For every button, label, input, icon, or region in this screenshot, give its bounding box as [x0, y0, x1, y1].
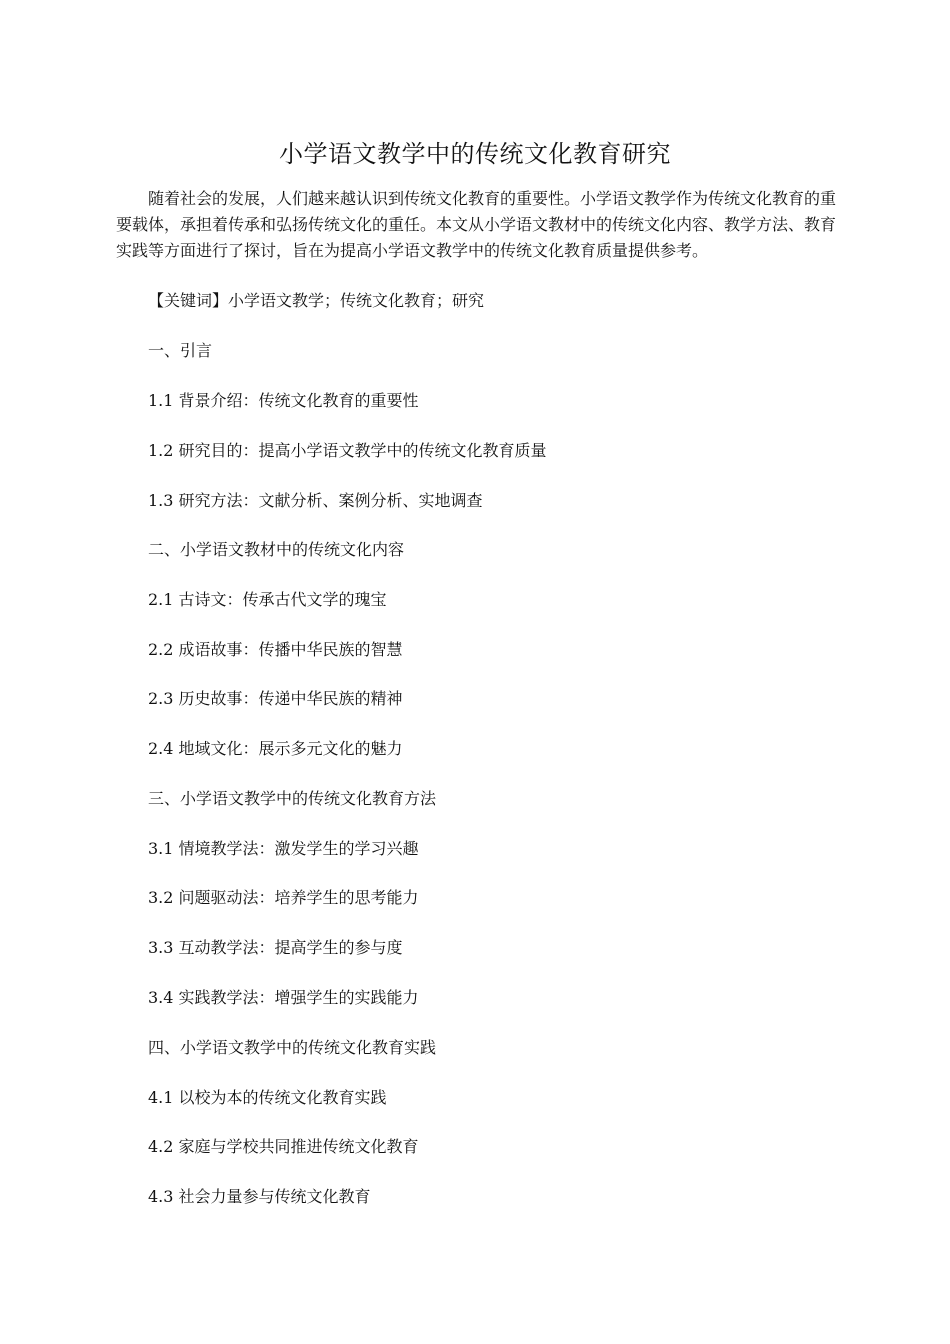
outline-item-1-2: 1.2 研究目的：提高小学语文教学中的传统文化教育质量: [148, 441, 547, 460]
outline-item-2-1: 2.1 古诗文：传承古代文学的瑰宝: [148, 590, 387, 609]
abstract-paragraph: 随着社会的发展，人们越来越认识到传统文化教育的重要性。小学语文教学作为传统文化教育的重要载体，承担着传承和弘扬传统文化的重任。本文从小学语文教材中的传统文化内容、教学方法、教育实践等方面进行了探讨，旨在为提高小学语文教学中的传统文化教育质量提供参考。: [116, 189, 837, 260]
outline-item-4-3: 4.3 社会力量参与传统文化教育: [148, 1187, 371, 1206]
outline-item-1-1: 1.1 背景介绍：传统文化教育的重要性: [148, 391, 419, 410]
outline-item-3-2: 3.2 问题驱动法：培养学生的思考能力: [148, 888, 419, 907]
keywords-line: 【关键词】小学语文教学；传统文化教育；研究: [148, 291, 485, 310]
section-heading-3: 三、小学语文教学中的传统文化教育方法: [148, 789, 437, 808]
outline-item-1-3: 1.3 研究方法：文献分析、案例分析、实地调查: [148, 491, 483, 510]
document-title: 小学语文教学中的传统文化教育研究: [279, 140, 671, 168]
outline-item-4-1: 4.1 以校为本的传统文化教育实践: [148, 1088, 387, 1107]
section-heading-4: 四、小学语文教学中的传统文化教育实践: [148, 1038, 437, 1057]
outline-item-2-2: 2.2 成语故事：传播中华民族的智慧: [148, 640, 403, 659]
section-heading-1: 一、引言: [148, 341, 213, 360]
section-heading-2: 二、小学语文教材中的传统文化内容: [148, 540, 405, 559]
outline-item-3-1: 3.1 情境教学法：激发学生的学习兴趣: [148, 839, 419, 858]
outline-item-3-4: 3.4 实践教学法：增强学生的实践能力: [148, 988, 419, 1007]
outline-item-3-3: 3.3 互动教学法：提高学生的参与度: [148, 938, 403, 957]
outline-item-2-3: 2.3 历史故事：传递中华民族的精神: [148, 689, 403, 708]
outline-item-2-4: 2.4 地域文化：展示多元文化的魅力: [148, 739, 403, 758]
outline-item-4-2: 4.2 家庭与学校共同推进传统文化教育: [148, 1137, 419, 1156]
